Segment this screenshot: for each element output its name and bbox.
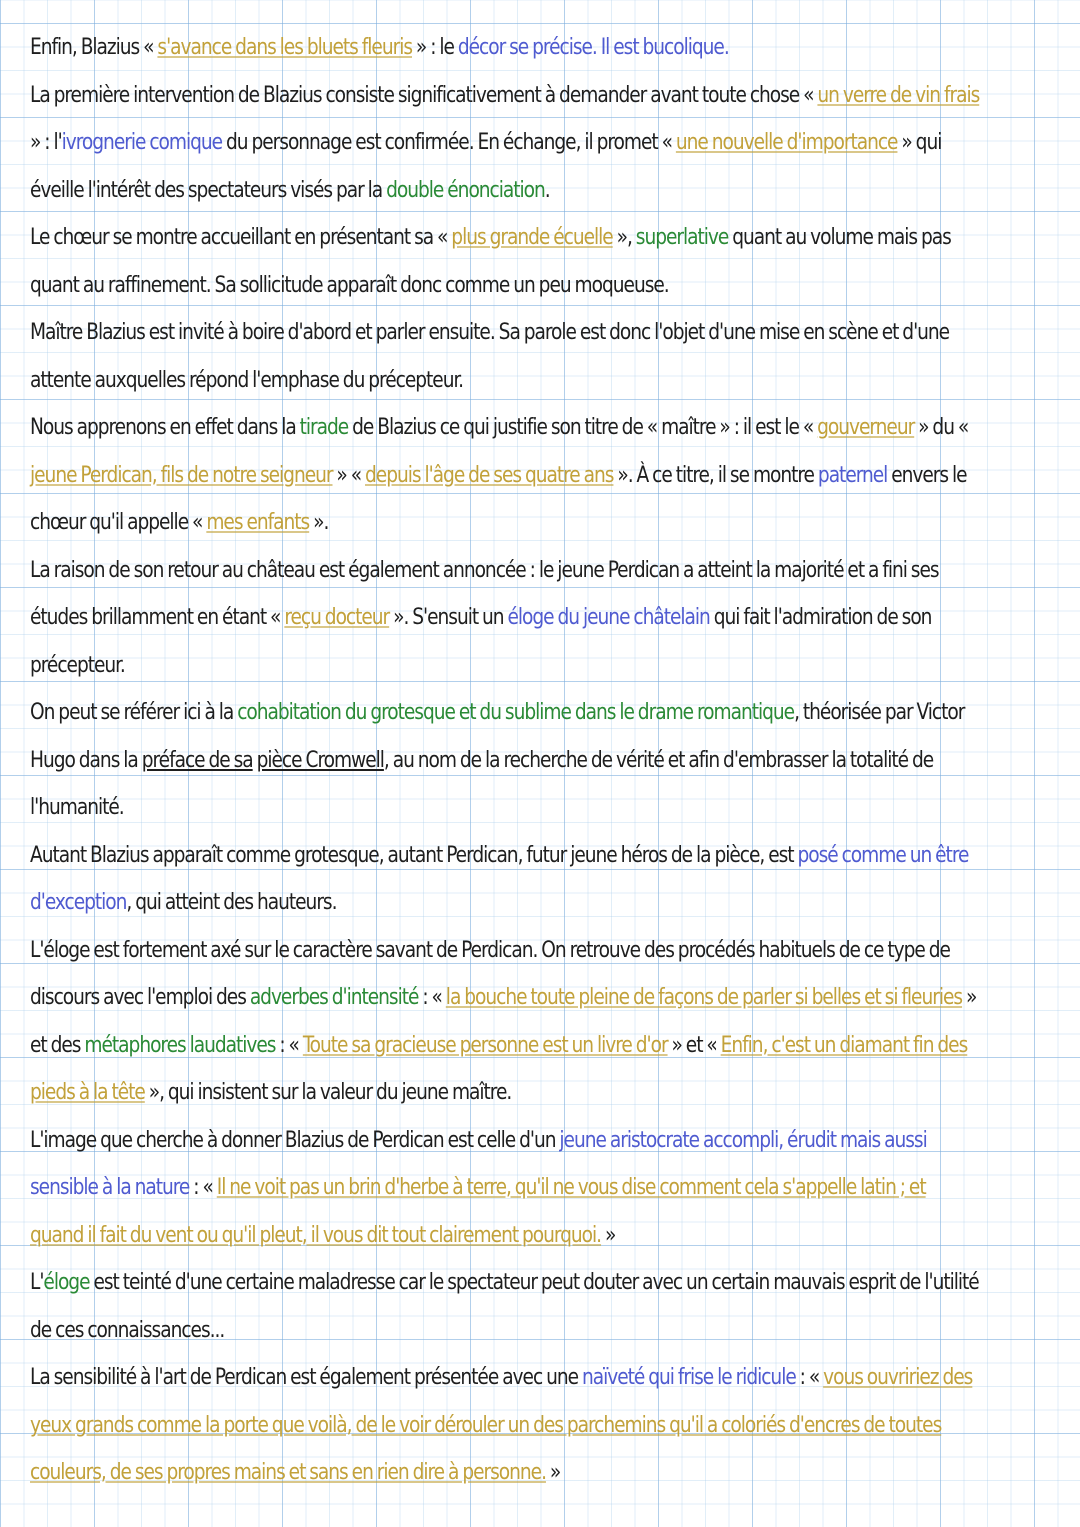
text-segment: qui fait l'admiration de son précepteur.	[30, 605, 932, 678]
text-segment: » qui éveille l'intérêt des spectateurs visés par la	[30, 130, 942, 203]
text-segment: » et des	[30, 985, 977, 1058]
text-segment: On peut se référer ici à la	[30, 700, 238, 725]
term-highlight: adverbes d'intensité	[249, 985, 419, 1010]
paragraph	[30, 1117, 979, 1260]
text-segment: , au nom de la recherche de vérité et afin d'embrasser la totalité de l'humanité.	[30, 747, 934, 820]
analysis-highlight: posé comme un être d'exception	[30, 842, 969, 915]
term-highlight: éloge	[43, 1270, 90, 1295]
paragraph	[30, 404, 979, 547]
analysis-highlight: décor se précise. Il est bucolique.	[457, 35, 729, 60]
text-segment: quant au volume mais pas quant au raffinement. Sa sollicitude apparaît donc comme un peu moqueuse.	[30, 225, 951, 298]
quote-highlight: une nouvelle d'importance	[675, 130, 898, 155]
paragraph	[30, 214, 979, 309]
analysis-highlight: jeune aristocrate accompli, érudit mais aussi sensible à la nature	[30, 1127, 927, 1200]
text-segment: : «	[189, 1175, 217, 1200]
analysis-highlight: paternel	[817, 462, 888, 488]
text-segment: Autant Blazius apparaît comme grotesque, autant Perdican, futur jeune héros de la pièce, est	[30, 842, 798, 868]
term-highlight: tirade	[299, 415, 349, 440]
term-highlight: superlative	[635, 225, 729, 250]
quote-highlight: jeune Perdican, fils de notre seigneur	[30, 462, 333, 488]
analysis-highlight: ivrognerie comique	[61, 130, 223, 155]
paragraph	[30, 547, 979, 690]
paragraph	[30, 927, 979, 1117]
quote-highlight: Enfin, c'est un diamant fin des pieds à la tête	[30, 1032, 968, 1105]
text-segment: L'éloge est fortement axé sur le caractère savant de Perdican. On retrouve des procédés habituels de ce type de discours avec l'emploi des	[30, 937, 950, 1010]
paragraph	[30, 72, 979, 215]
text-segment: La raison de son retour au château est également annoncée : le jeune Perdican a atteint la majorité et a fini ses études brillamment en étant «	[30, 557, 939, 630]
text-segment: , théorisée par Victor Hugo dans la	[30, 700, 965, 773]
text-segment: , qui atteint des hauteurs.	[126, 890, 337, 915]
term-highlight: métaphores laudatives	[84, 1032, 276, 1058]
term-highlight: double énonciation	[386, 177, 545, 203]
paragraph	[30, 689, 979, 832]
text-segment: Le chœur se montre accueillant en présentant sa «	[30, 225, 452, 250]
text-segment: » et «	[667, 1032, 721, 1058]
text-segment: », qui insistent sur la valeur du jeune maître.	[144, 1080, 512, 1105]
quote-highlight: vous ouvririez des yeux grands comme la porte que voilà, de le voir dérouler un des parchemins qu'il a coloriés d'encres de toutes couleurs, de ses propres mains et sans en rien dire à personne.	[30, 1365, 973, 1485]
analysis-highlight: naïveté qui frise le ridicule	[581, 1365, 796, 1390]
paragraph	[30, 24, 979, 72]
quote-highlight: Il ne voit pas un brin d'herbe à terre, qu'il ne vous dise comment cela s'appelle latin ; et quand il fait du vent ou qu'il pleut, il vous dit tout clairement pourquoi.	[30, 1175, 926, 1248]
quote-highlight: la bouche toute pleine de façons de parler si belles et si fleuries	[445, 985, 963, 1010]
quote-highlight: gouverneur	[817, 415, 915, 440]
text-segment: » du «	[914, 415, 969, 440]
text-segment: est teinté d'une certaine maladresse car le spectateur peut douter avec un certain mauvais esprit de l'utilité de ces connaissances...	[30, 1270, 979, 1343]
quote-highlight: mes enfants	[206, 510, 310, 535]
text-segment: »	[545, 1460, 561, 1485]
text-segment: du personnage est confirmée. En échange, il promet «	[222, 130, 676, 155]
analysis-highlight: éloge du jeune châtelain	[507, 605, 710, 630]
paragraph	[30, 1354, 979, 1497]
quote-highlight: reçu docteur	[284, 605, 390, 630]
quote-highlight: plus grande écuelle	[451, 225, 613, 250]
text-segment: de Blazius ce qui justifie son titre de « maître » : il est le «	[348, 415, 818, 440]
quote-highlight: s'avance dans les bluets fleuris	[157, 35, 412, 60]
text-segment: : «	[418, 985, 446, 1010]
paragraph	[30, 1259, 979, 1354]
quote-highlight: Toute sa gracieuse personne est un livre d'or	[302, 1032, 668, 1058]
text-segment: Maître Blazius est invité à boire d'abord et parler ensuite. Sa parole est donc l'objet d'une mise en scène et d'une attente auxquelles répond l'emphase du précepteur.	[30, 320, 950, 393]
text-segment: »	[601, 1222, 616, 1248]
text-segment: Nous apprenons en effet dans la	[30, 415, 300, 440]
text-segment: La première intervention de Blazius consiste significativement à demander avant toute chose «	[30, 82, 818, 108]
quote-highlight: un verre de vin frais	[817, 82, 980, 108]
text-segment: »,	[612, 225, 636, 250]
text-segment: .	[544, 177, 550, 203]
paragraph	[30, 832, 979, 927]
text-segment: envers le chœur qu'il appelle «	[30, 462, 967, 535]
paragraph	[30, 309, 979, 404]
text-segment: ». À ce titre, il se montre	[613, 462, 818, 488]
text-segment: La sensibilité à l'art de Perdican est également présentée avec une	[30, 1365, 582, 1390]
text-segment: Enfin, Blazius «	[30, 35, 158, 60]
text-segment: L'image que cherche à donner Blazius de Perdican est celle d'un	[30, 1127, 560, 1153]
handwritten-notes	[30, 24, 979, 1497]
text-segment: ».	[309, 510, 329, 535]
quote-highlight: depuis l'âge de ses quatre ans	[365, 462, 614, 488]
text-segment: » : l'	[30, 130, 62, 155]
term-highlight: cohabitation du grotesque et du sublime dans le drame romantique	[237, 700, 795, 725]
text-segment: : «	[275, 1032, 303, 1058]
text-segment: L'	[30, 1270, 44, 1295]
text-segment: » : le	[411, 35, 458, 60]
text-segment: ». S'ensuit un	[389, 605, 508, 630]
underlined-text: pièce Cromwell	[256, 747, 384, 773]
text-segment: » «	[332, 462, 366, 488]
text-segment: : «	[795, 1365, 824, 1390]
underlined-text: préface de sa	[141, 747, 253, 773]
